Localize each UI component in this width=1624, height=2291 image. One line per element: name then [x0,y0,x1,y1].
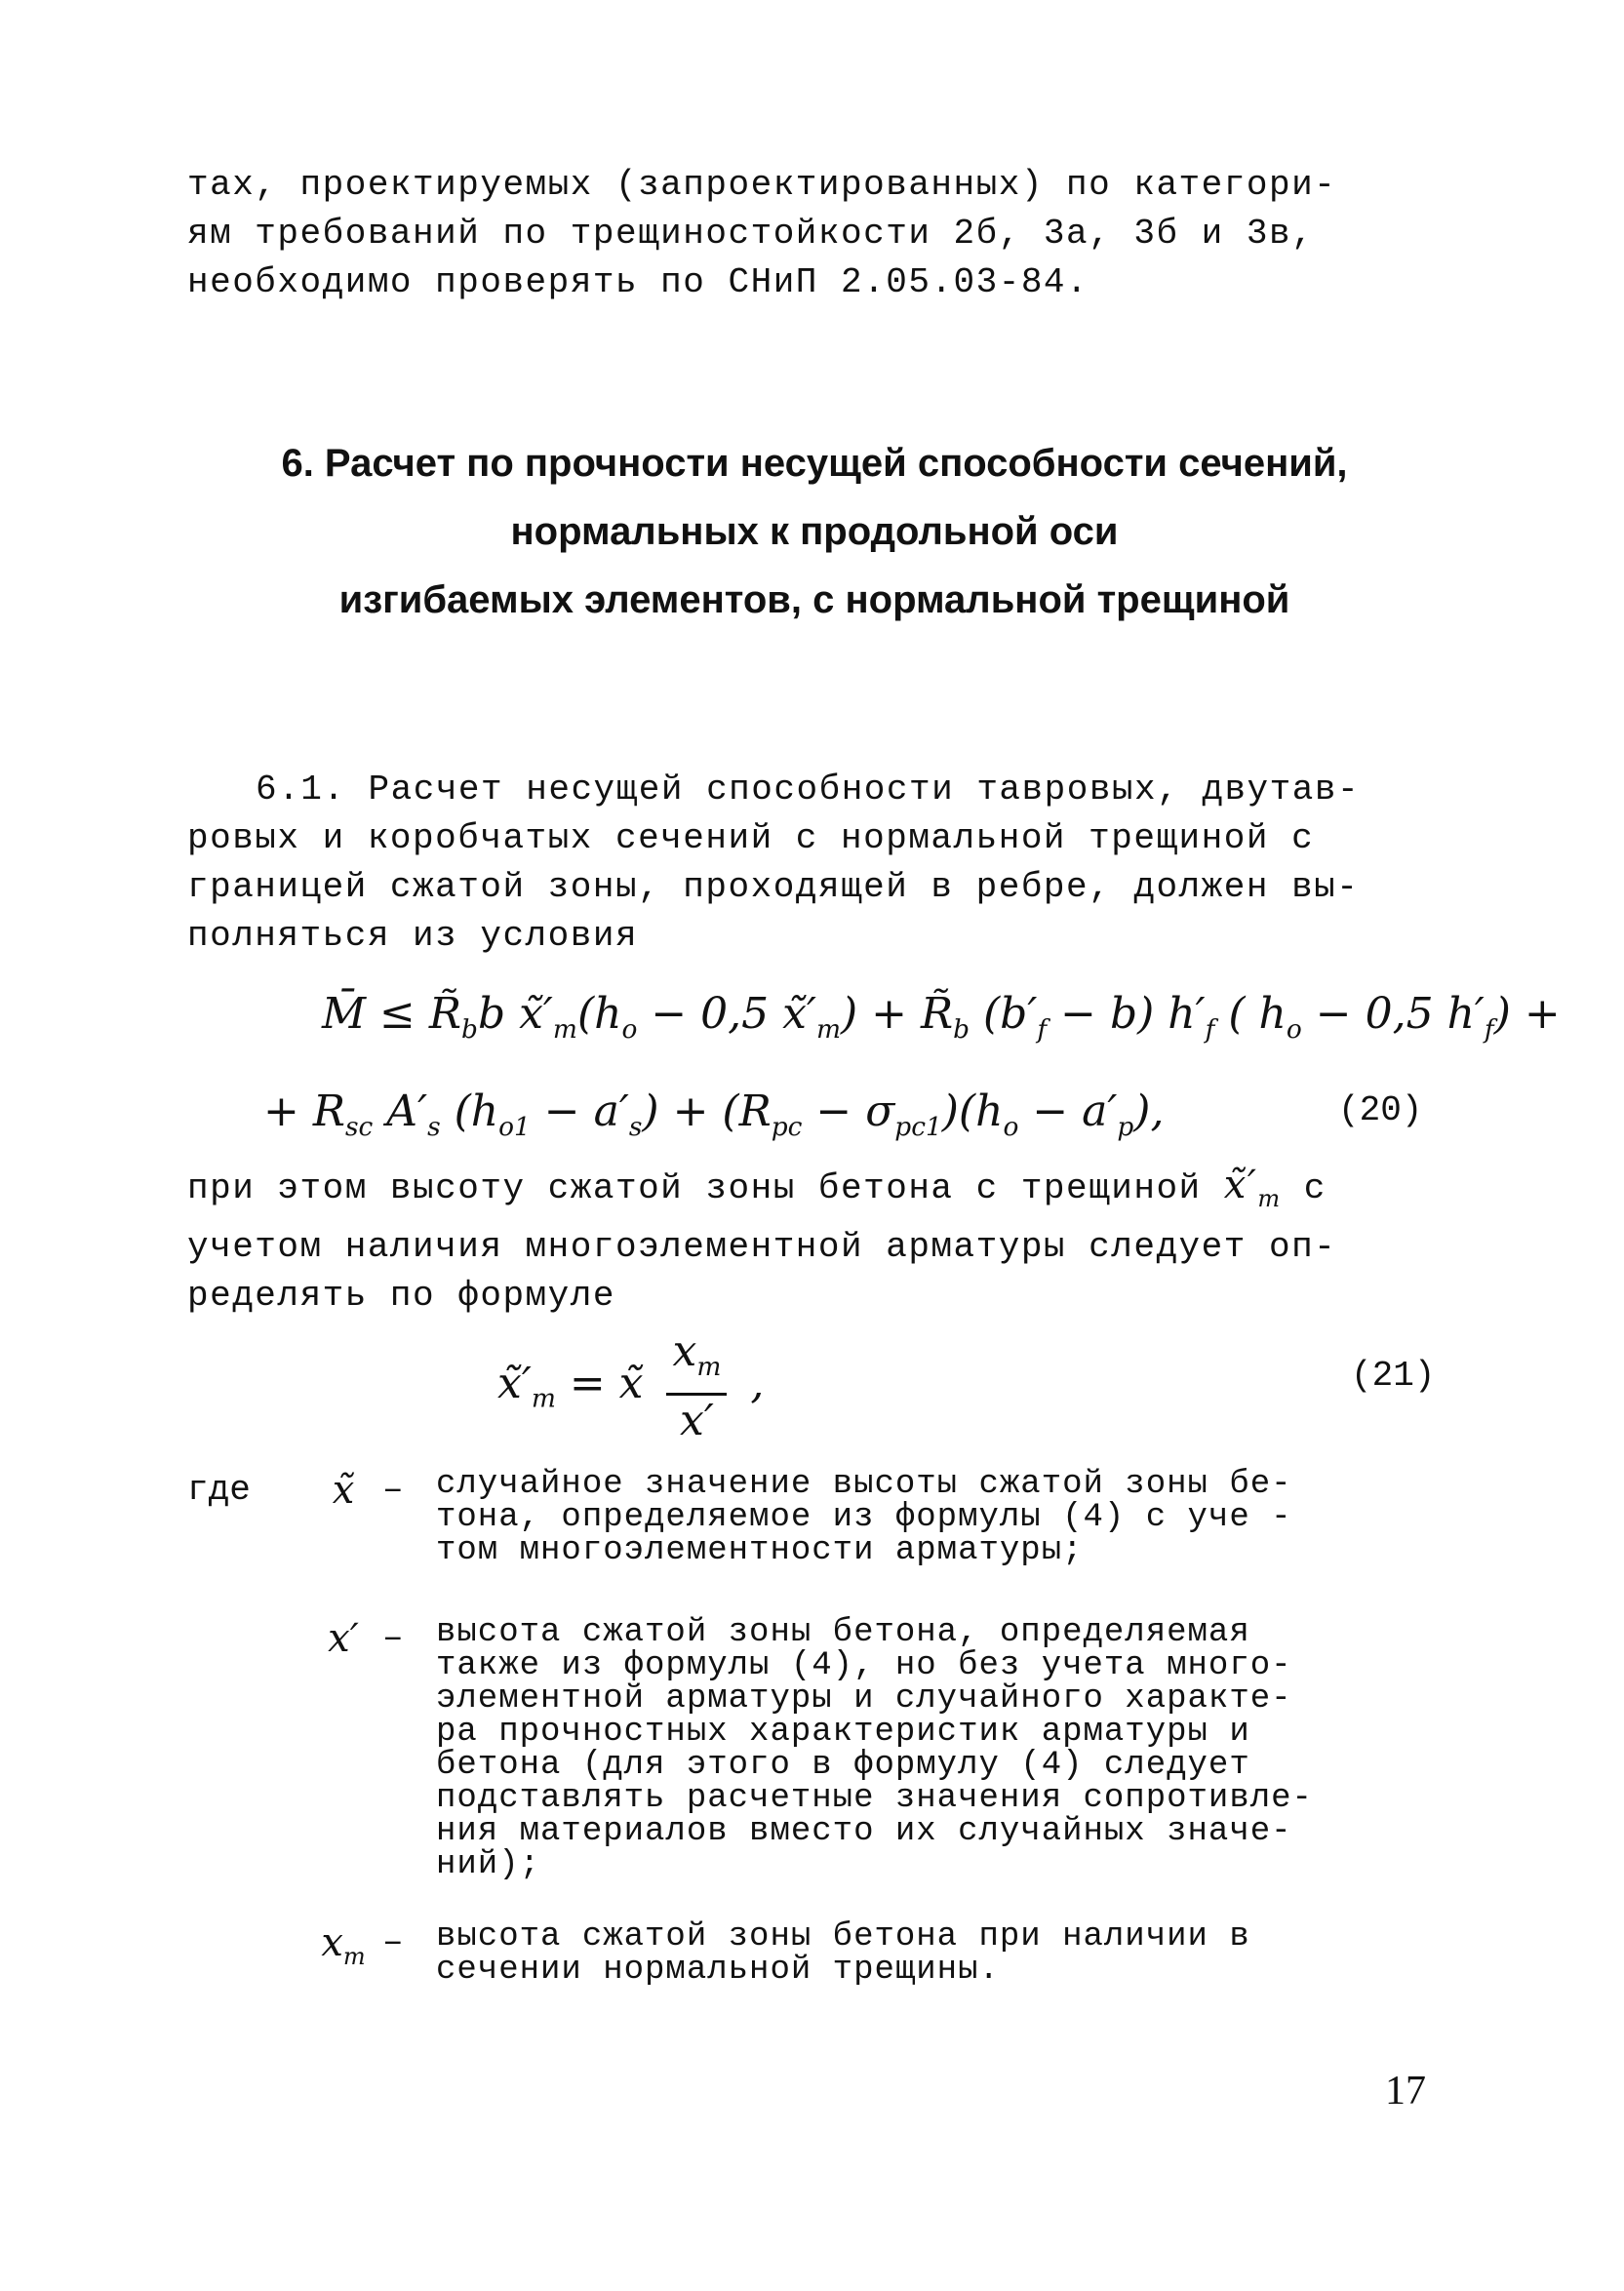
definitions-list [187,1468,1475,2016]
symbol-x-prime: x′ [328,1616,359,1661]
definition-x-prime [187,1616,1475,1881]
formula-21: $x̃'_т$ = x̃ $\frac{x_т}{x'}$ , [497,1326,765,1445]
text-line: тах, проектируемых (запроектированных) по категори- [187,165,1337,205]
section-heading [176,429,1453,634]
dash: – [382,1618,404,1658]
page-number: 17 [1385,2069,1426,2113]
definition-line: ния материалов вместо их случайных значе- [436,1813,1292,1850]
definition-line: высота сжатой зоны бетона, определяемая [436,1614,1250,1651]
fraction-denominator: x′ [680,1395,714,1445]
definition-line: том многоэлементности арматуры; [436,1532,1084,1569]
symbol-x-tilde: x̃ [332,1468,355,1513]
fraction-numerator: $x_т$ [666,1326,727,1396]
text-line: необходимо проверять по СНиП 2.05.03-84. [187,262,1089,302]
symbol-x-t: $x_т$ [321,1920,366,1970]
formula-20-line-2: + $R_{sc}$ $A'_s$ $(h_{o1} - a'_s) + (R_{pc} - \sigma_{pc1})(h_o - a'_p)$, [263,1086,1165,1142]
definition-line: ний); [436,1846,541,1883]
text-line: границей сжатой зоны, проходящей в ребре, должен вы- [187,867,1360,907]
heading-line: изгибаемых элементов, с нормальной трещиной [338,578,1290,621]
formula-20-line-1: M̄ ≤ $R̃_bb$ $x̃'_т(h_o - 0,5$ $x̃'_т$) + $R̃_b$ $(b'_f - b)$ $h'_f$ ( $h_o - 0,5$ $h'_f$) + [322,989,1561,1045]
text-line: учетом наличия многоэлементной арматуры следует оп- [187,1227,1337,1267]
fraction [666,1326,727,1446]
definition-text [436,1468,1475,1567]
text-line [187,1161,1455,1223]
definition-line: подставлять расчетные значения сопротивле- [436,1780,1313,1817]
heading-line: нормальных к продольной оси [510,510,1119,553]
text-line: ределять по формуле [187,1276,615,1316]
definition-line: тона, определяемое из формулы (4) с уче - [436,1499,1292,1536]
definition-line: сечении нормальной трещины. [436,1952,1000,1989]
where-label: где [187,1470,251,1510]
definition-text [436,1616,1475,1881]
definition-line: высота сжатой зоны бетона при наличии в [436,1918,1250,1955]
definition-x-tilde [187,1468,1475,1567]
intro-paragraph [187,161,1455,307]
equation-number-21: (21) [1351,1356,1436,1396]
text-line: 6.1. Расчет несущей способности тавровых, двутав- [256,770,1361,810]
symbol-x-tilde-prime-t: $x̃'_т$ [1223,1163,1282,1212]
text-line: ровых и коробчатых сечений с нормальной трещиной с [187,818,1315,858]
dash: – [382,1470,404,1510]
heading-line: 6. Расчет по прочности несущей способности сечений, [281,442,1348,485]
definition-line: ра прочностных характеристик арматуры и [436,1714,1250,1751]
definition-x-t [187,1920,1475,1987]
text-line-start: при этом высоту сжатой зоны бетона с трещиной [187,1168,1202,1208]
dash: – [382,1922,404,1962]
text-line: ям требований по трещиностойкости 2б, 3а, 3б и 3в, [187,214,1315,254]
definition-line: бетона (для этого в формулу (4) следует [436,1747,1250,1784]
text-line: полняться из условия [187,916,639,956]
equation-number-20: (20) [1338,1090,1423,1130]
text-line-end: с [1303,1168,1327,1208]
definition-line: случайное значение высоты сжатой зоны бе- [436,1466,1292,1503]
definition-line: элементной арматуры и случайного характе- [436,1680,1292,1718]
paragraph-after-eq20 [187,1161,1455,1321]
definition-text [436,1920,1475,1987]
definition-line: также из формулы (4), но без учета много- [436,1647,1292,1684]
paragraph-6-1 [187,766,1455,961]
